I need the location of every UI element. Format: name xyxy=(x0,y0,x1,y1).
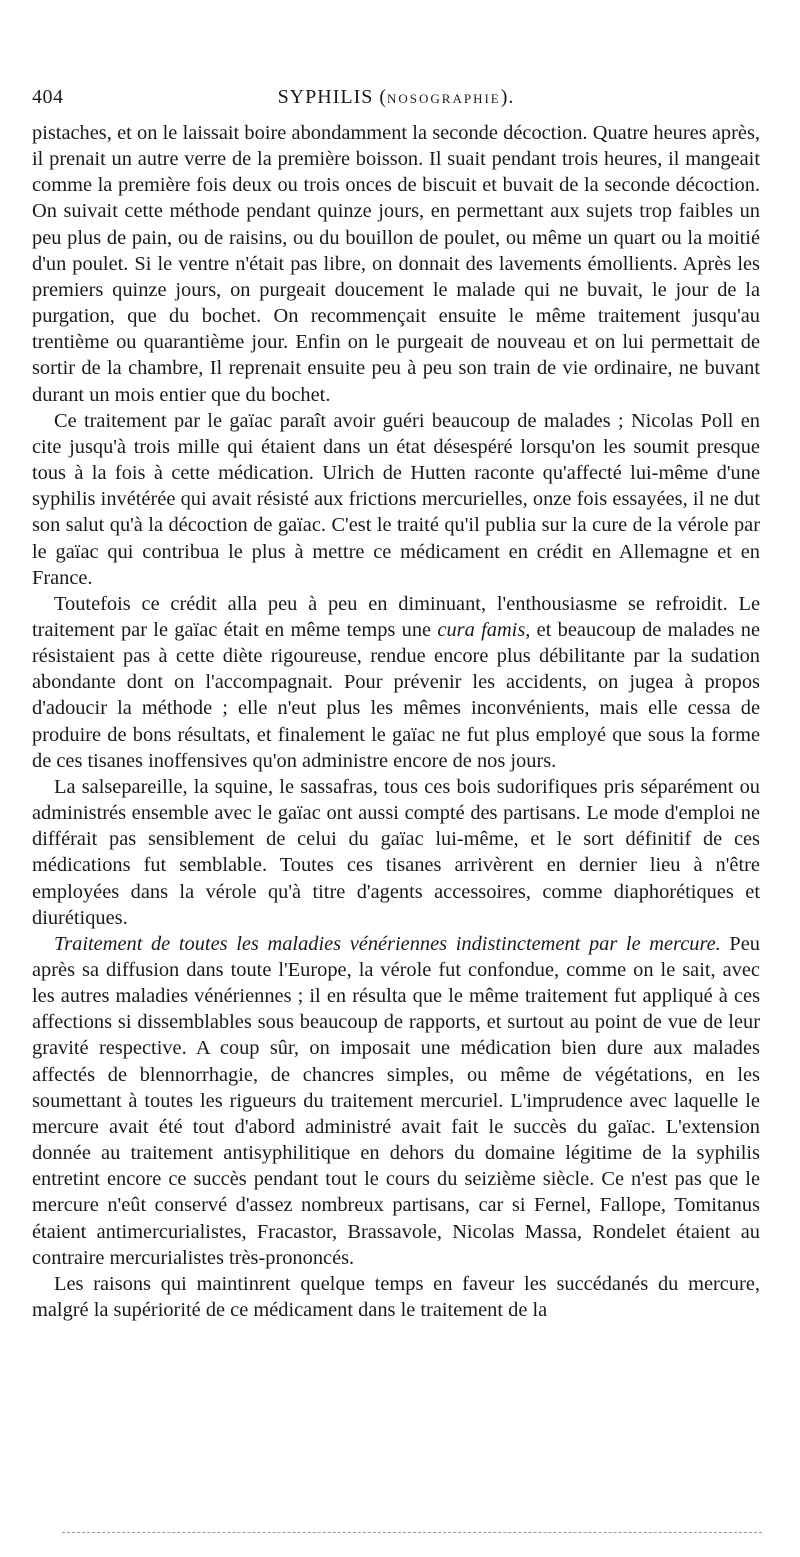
body-text xyxy=(32,120,760,1323)
page-header xyxy=(32,86,760,118)
italic-phrase: cura famis, xyxy=(437,618,531,641)
paragraph xyxy=(32,931,760,1271)
book-page xyxy=(32,86,760,1323)
page-number: 404 xyxy=(32,86,64,108)
paragraph-text: et beaucoup de malades ne résistaient pas à cette diète rigoureuse, rendue encore plus débilitante par la sudation abondante dont on l'accompagnait. Pour prévenir les accidents, on jugea à propos d'adoucir la méthode ; elle n'eut plus les mêmes inconvénients, mais elle cessa de produire de bons résultats, et finalement le gaïac ne fut plus employé que sous la forme de ces tisanes inoffensives qu'on administre encore de nos jours. xyxy=(32,618,760,772)
paragraph: Les raisons qui maintinrent quelque temps en faveur les succédanés du mercure, malgré la supériorité de ce médicament dans le traitement de la xyxy=(32,1272,760,1322)
running-head-subtitle: NOSOGRAPHIE xyxy=(387,91,501,106)
paragraph: La salsepareille, la squine, le sassafras, tous ces bois sudorifiques pris séparément ou administrés ensemble avec le gaïac ont aussi compté des partisans. Le mode d'emploi ne différait pas sensiblement de celui du gaïac lui-même, et le sort définitif de ces médications fut semblable. Toutes ces tisanes arrivèrent en dernier lieu à n'être employées dans la vérole qu'à titre d'agents accessoires, comme diaphorétiques et diurétiques. xyxy=(32,775,760,929)
running-head-end: ). xyxy=(500,86,515,108)
section-heading-italic: Traitement de toutes les maladies vénériennes indistinctement par le mercure. xyxy=(54,932,721,955)
paragraph xyxy=(32,591,760,774)
paragraph: Ce traitement par le gaïac paraît avoir guéri beaucoup de malades ; Nicolas Poll en cite jusqu'à trois mille qui étaient dans un état désespéré lorsqu'on les soumit presque tous à la fois à cette médication. Ulrich de Hutten raconte qu'affecté lui-même d'une syphilis invétérée qui avait résisté aux frictions mercurielles, onze fois essayées, il ne dut son salut qu'à la décoction de gaïac. C'est le traité qu'il publia sur la cure de la vérole par le gaïac qui contribua le plus à mettre ce médicament en crédit en Allemagne et en France. xyxy=(32,409,760,589)
paragraph-text: Peu après sa diffusion dans toute l'Europe, la vérole fut confondue, comme on le sait, avec les autres maladies vénériennes ; il en résulta que le même traitement fut appliqué à ces affections si dissemblables sous beaucoup de rapports, et surtout au point de vue de leur gravité respective. A coup sûr, on imposait une médication bien dure aux malades affectés de blennorrhagie, de chancres simples, ou même de végétations, en les soumettant à toutes les rigueurs du traitement mercuriel. L'imprudence avec laquelle le mercure avait été tout d'abord administré avait fait le succès du gaïac. L'extension donnée au traitement antisyphilitique en dehors du domaine légitime de la syphilis entretint encore ce succès pendant tout le cours du seizième siècle. Ce n'est pas que le mercure n'eût conservé d'assez nombreux partisans, car si Fernel, Fallope, Tomitanus étaient antimercurialistes, Fracastor, Brassavole, Nicolas Massa, Rondelet étaient au contraire mercurialistes très-prononcés. xyxy=(32,932,760,1269)
running-head xyxy=(32,86,760,109)
footer-rule xyxy=(62,1532,762,1533)
running-head-title: SYPHILIS ( xyxy=(277,86,388,108)
paragraph-text: Toutefois ce crédit alla peu à peu en diminuant, l'enthousiasme se refroidit. Le traitement par le gaïac était en même temps une xyxy=(32,592,760,641)
paragraph-continued: pistaches, et on le laissait boire abondamment la seconde décoction. Quatre heures après, il prenait un autre verre de la première boisson. Il suait pendant trois heures, il mangeait comme la première fois deux ou trois onces de biscuit et buvait de la seconde décoction. On suivait cette méthode pendant quinze jours, en permettant aux sujets trop faibles un peu plus de pain, ou de raisins, ou du bouillon de poulet, ou même un quart ou la moitié d'un poulet. Si le ventre n'était pas libre, on donnait des lavements émollients. Après les premiers quinze jours, on purgeait doucement le malade qui ne buvait, le jour de la purgation, que du bochet. On recommençait ensuite le même traitement jusqu'au trentième ou quarantième jour. Enfin on le purgeait de nouveau et on lui permettait de sortir de la chambre, Il reprenait ensuite peu à peu son train de vie ordinaire, ne buvant durant un mois entier que du bochet. xyxy=(32,122,760,406)
